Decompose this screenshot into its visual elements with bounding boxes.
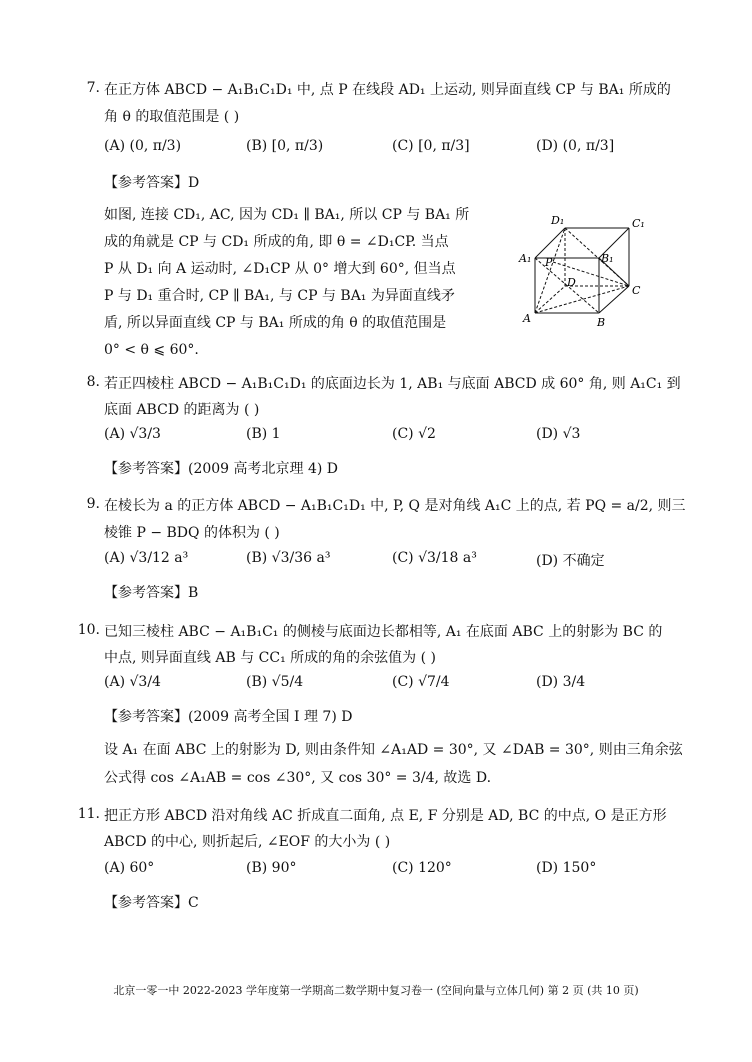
option-c: (C) √7/4 xyxy=(392,674,450,690)
explanation-line-1: 设 A₁ 在面 ABC 上的射影为 D, 则由条件知 ∠A₁AD = 30°, 又 ∠DAB = 30°, 则由三角余弦 xyxy=(104,742,683,758)
question-text-line-2: 角 θ 的取值范围是 ( ) xyxy=(104,109,240,125)
explanation-line: 成的角就是 CP 与 CD₁ 所成的角, 即 θ = ∠D₁CP. 当点 xyxy=(104,234,449,250)
explanation-line: P 从 D₁ 向 A 运动时, ∠D₁CP 从 0° 增大到 60°, 但当点 xyxy=(104,261,456,277)
question-number: 8. xyxy=(86,374,100,390)
label-a: A xyxy=(523,312,531,325)
option-b: (B) √5/4 xyxy=(246,674,304,690)
option-a: (A) (0, π/3) xyxy=(104,138,182,154)
label-c: C xyxy=(632,284,641,297)
option-d: (D) 不确定 xyxy=(536,553,605,569)
option-d: (D) 150° xyxy=(536,860,597,876)
label-d: D xyxy=(567,276,576,289)
option-c: (C) [0, π/3] xyxy=(392,138,470,154)
option-d: (D) (0, π/3] xyxy=(536,138,615,154)
cube-figure xyxy=(515,210,655,335)
answer-label: 【参考答案】(2009 高考全国 I 理 7) D xyxy=(104,709,353,725)
option-b: (B) 90° xyxy=(246,860,297,876)
option-a: (A) √3/4 xyxy=(104,674,161,690)
label-p: P xyxy=(545,256,553,269)
explanation-line: 如图, 连接 CD₁, AC, 因为 CD₁ ∥ BA₁, 所以 CP 与 BA₁ 所 xyxy=(104,207,470,223)
label-b: B xyxy=(597,316,606,329)
answer-label: 【参考答案】B xyxy=(104,585,199,601)
explanation-line: 盾, 所以异面直线 CP 与 BA₁ 所成的角 θ 的取值范围是 xyxy=(104,315,447,331)
option-b: (B) √3/36 a³ xyxy=(246,550,331,566)
question-number: 9. xyxy=(86,496,100,512)
question-text-line-1: 若正四棱柱 ABCD − A₁B₁C₁D₁ 的底面边长为 1, AB₁ 与底面 ABCD 成 60° 角, 则 A₁C₁ 到 xyxy=(104,376,681,392)
question-text-line-1: 在正方体 ABCD − A₁B₁C₁D₁ 中, 点 P 在线段 AD₁ 上运动, 则异面直线 CP 与 BA₁ 所成的 xyxy=(104,82,671,98)
option-a: (A) 60° xyxy=(104,860,155,876)
question-text-line-2: 棱锥 P − BDQ 的体积为 ( ) xyxy=(104,525,280,541)
answer-label: 【参考答案】D xyxy=(104,175,200,191)
label-b1: B₁ xyxy=(601,252,614,265)
question-text-line-1: 在棱长为 a 的正方体 ABCD − A₁B₁C₁D₁ 中, P, Q 是对角线 A₁C 上的点, 若 PQ = a/2, 则三 xyxy=(104,498,686,514)
explanation-line: 0° < θ ⩽ 60°. xyxy=(104,342,199,358)
label-d1: D₁ xyxy=(551,214,565,227)
option-b: (B) [0, π/3) xyxy=(246,138,324,154)
question-text-line-2: 底面 ABCD 的距离为 ( ) xyxy=(104,402,260,418)
option-c: (C) 120° xyxy=(392,860,452,876)
answer-label: 【参考答案】(2009 高考北京理 4) D xyxy=(104,461,339,477)
question-text-line-1: 把正方形 ABCD 沿对角线 AC 折成直二面角, 点 E, F 分别是 AD, BC 的中点, O 是正方形 xyxy=(104,808,667,824)
q7-explanation xyxy=(104,202,476,364)
option-a: (A) √3/12 a³ xyxy=(104,550,189,566)
label-c1: C₁ xyxy=(632,217,645,230)
option-b: (B) 1 xyxy=(246,426,281,442)
answer-label: 【参考答案】C xyxy=(104,895,199,911)
option-d: (D) √3 xyxy=(536,426,581,442)
option-d: (D) 3/4 xyxy=(536,674,586,690)
option-c: (C) √3/18 a³ xyxy=(392,550,477,566)
question-number: 7. xyxy=(86,80,100,96)
option-a: (A) √3/3 xyxy=(104,426,161,442)
question-text-line-1: 已知三棱柱 ABC − A₁B₁C₁ 的侧棱与底面边长都相等, A₁ 在底面 ABC 上的射影为 BC 的 xyxy=(104,624,663,640)
question-text-line-2: ABCD 的中心, 则折起后, ∠EOF 的大小为 ( ) xyxy=(104,834,391,850)
option-c: (C) √2 xyxy=(392,426,436,442)
question-text-line-2: 中点, 则异面直线 AB 与 CC₁ 所成的角的余弦值为 ( ) xyxy=(104,650,436,666)
question-number: 10. xyxy=(77,622,100,638)
page-footer: 北京一零一中 2022-2023 学年度第一学期高二数学期中复习卷一 (空间向量与立体几何) 第 2 页 (共 10 页) xyxy=(113,984,639,997)
question-number: 11. xyxy=(77,806,100,822)
explanation-line-2: 公式得 cos ∠A₁AB = cos ∠30°, 又 cos 30° = 3/4, 故选 D. xyxy=(104,770,492,786)
explanation-line: P 与 D₁ 重合时, CP ∥ BA₁, 与 CP 与 BA₁ 为异面直线矛 xyxy=(104,288,455,304)
label-a1: A₁ xyxy=(519,252,532,265)
